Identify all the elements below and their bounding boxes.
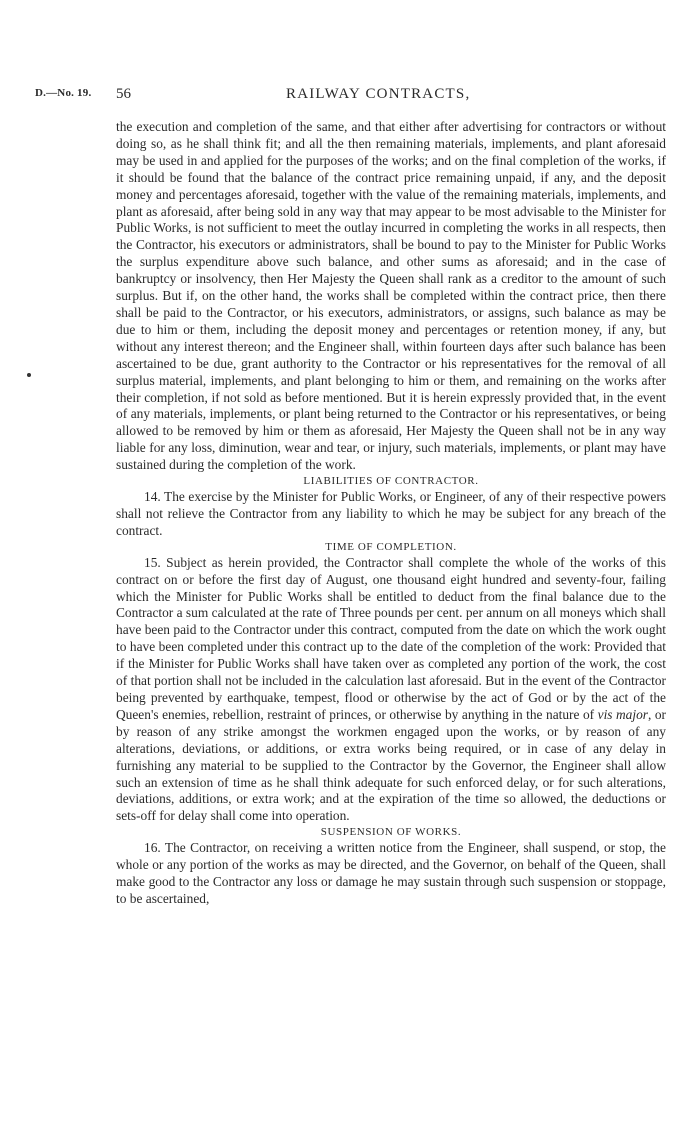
page-header [0,86,700,106]
section-heading-liabilities: LIABILITIES OF CONTRACTOR. [303,475,479,488]
clause-14: 14. The exercise by the Minister for Public Works, or Engineer, of any of their respective powers shall not relieve the Contractor from any liability to which he may be subject for any breach of the contract. [116,489,666,538]
running-title: RAILWAY CONTRACTS, [286,86,471,102]
section-heading-suspension: SUSPENSION OF WORKS. [320,826,462,839]
body-text [116,119,666,908]
clause-15-latin-term: vis major [597,706,648,722]
clause-15-text-a: 15. Subject as herein provided, the Contractor shall complete the whole of the works of this contract on or before the first day of August, one thousand eight hundred and seventy-four, failing which the Minister for Public Works shall be entitled to deduct from the final balance due to the Contractor a sum calculated at the rate of Three pounds per cent. per annum on all moneys which shall have been paid to the Contractor under this contract, computed from the date on which the work ought to have been completed under this contract up to the date of the completion of the work: Provided that if the Minister for Public Works shall have taken over as completed any portion of the work, the cost of that portion shall not be included in the calculation last aforesaid. But in the event of the Contractor being prevented by earthquake, tempest, flood or otherwise by the act of God or by the act of the Queen's enemies, rebellion, restraint of princes, or otherwise by anything in the nature of [116,554,666,722]
clause-16: 16. The Contractor, on receiving a written notice from the Engineer, shall suspend, or stop, the whole or any portion of the works as may be directed, and the Governor, on behalf of the Queen, shall make good to the Contractor any loss or damage he may sustain through such suspension or stoppage, to be ascertained, [116,840,666,906]
paragraph-continuation: the execution and completion of the same, and that either after advertising for contractors or without doing so, as he shall think fit; and all the then remaining materials, implements, and plant aforesaid may be used in and applied for the purposes of the works; and on the final completion of the works, if it should be found that the balance of the contract price remaining unpaid, if any, and the deposit money and percentages aforesaid, together with the value of the remaining materials, implements, and plant as aforesaid, after being sold in any way that may appear to be most advisable to the Minister for Public Works, is not sufficient to meet the outlay incurred in completing the works in all respects, then the Contractor, his executors or administrators, shall be bound to pay to the Minister for Public Works the surplus expenditure above such balance, and other sums as aforesaid; and in the case of bankruptcy or insolvency, then Her Majesty the Queen shall rank as a creditor to the amount of such surplus. But if, on the other hand, the works shall be completed within the contract price, then there shall be paid to the Contractor, or his executors, administrators, or assigns, such balance as may be due to him or them, including the deposit money and percentages or retention money, if any, but without any interest thereon; and the Engineer shall, within fourteen days after such balance has been ascertained to be due, grant authority to the Contractor or his representatives for the removal of all surplus material, implements, and plant belonging to him or them, and remaining on the works after their completion, if not sold as before mentioned. But it is herein expressly provided that, in the event of any materials, implements, or plant being returned to the Contractor or his representatives, or being allowed to be removed by him or them as aforesaid, Her Majesty the Queen shall not be in any way liable for any loss, diminution, wear and tear, or injury, such materials, implements, or plant may have sustained during the completion of the work. [116,119,666,473]
clause-15 [116,555,666,826]
section-heading-time-of-completion: TIME OF COMPLETION. [325,540,457,553]
margin-mark-icon [27,373,31,377]
clause-15-text-b: , or by reason of any strike amongst the workmen engaged upon the works, or by reason of any alterations, deviations, or additions, or extra works being required, or in case of any delay in furnishing any material to be supplied to the Contractor by the Governor, the Engineer shall allow such an extension of time as he shall think adequate for such enforced delay, or for such alterations, deviations, additions, or extra work; and at the expiration of the time so allowed, the deductions or sets-off for delay shall come into operation. [116,706,667,824]
page-number: 56 [116,86,131,102]
document-reference: D.—No. 19. [35,87,92,99]
